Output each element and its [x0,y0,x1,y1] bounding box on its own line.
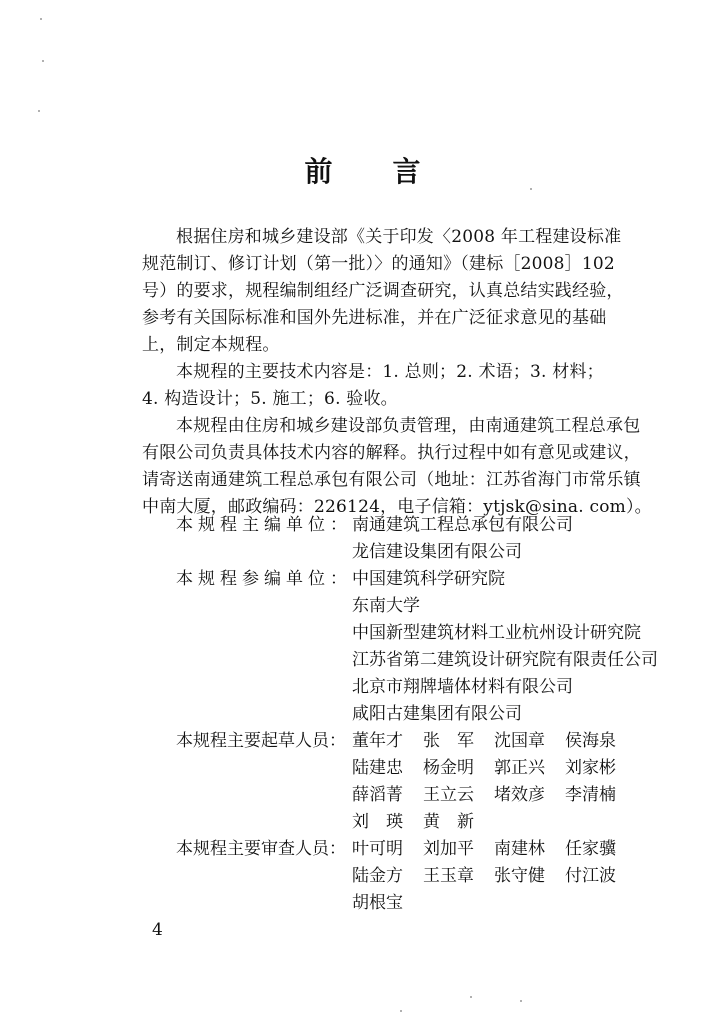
person-name: 堵效彦 [494,785,545,805]
title-char-2: 言 [392,155,423,188]
person-name: 任家骥 [565,839,616,859]
person-name: 陆金方 [352,866,403,886]
scan-speck [38,110,40,112]
person-name: 杨金明 [423,758,474,778]
scan-speck [400,1010,402,1012]
person-name: 董年才 [352,731,403,751]
participating-unit-item: 咸阳古建集团有限公司 [352,704,522,724]
participating-unit-item: 中国建筑科学研究院 [352,569,505,589]
chief-unit-item: 龙信建设集团有限公司 [352,542,522,562]
paragraph-line: 上，制定本规程。 [142,335,280,355]
person-name: 王立云 [423,785,474,805]
person-name: 黄 新 [423,812,474,832]
title-char-1: 前 [304,155,335,188]
reviewers-label: 本规程主要审查人员： [176,839,346,859]
paragraph-line: 根据住房和城乡建设部《关于印发〈2008 年工程建设标准 [176,227,622,247]
person-name: 沈国章 [494,731,545,751]
person-name: 陆建忠 [352,758,403,778]
drafters-names [352,755,636,782]
person-name: 张 军 [423,731,474,751]
preface-body [142,224,662,521]
scan-speck [42,60,44,62]
paragraph-line: 4. 构造设计；5. 施工；6. 验收。 [142,389,398,409]
participating-unit-item: 北京市翔牌墙体材料有限公司 [352,677,573,697]
reviewers-names [352,863,636,890]
paragraph-line: 本规程由住房和城乡建设部负责管理，由南通建筑工程总承包 [176,416,641,436]
reviewers-names [352,836,636,863]
person-name: 李清楠 [565,785,616,805]
paragraph-line: 参考有关国际标准和国外先进标准，并在广泛征求意见的基础 [142,308,607,328]
paragraph-line: 请寄送南通建筑工程总承包有限公司（地址：江苏省海门市常乐镇 [142,470,641,490]
drafters-names [352,728,636,755]
drafters-label: 本规程主要起草人员： [176,731,346,751]
person-name: 郭正兴 [494,758,545,778]
paragraph-line: 本规程的主要技术内容是：1. 总则；2. 术语；3. 材料； [176,362,604,382]
person-name: 叶可明 [352,839,403,859]
scan-speck [470,996,472,998]
participating-unit-item: 东南大学 [352,596,420,616]
paragraph-line: 号）的要求，规程编制组经广泛调查研究，认真总结实践经验， [142,281,624,301]
person-name: 胡根宝 [352,893,403,913]
participating-unit-item: 中国新型建筑材料工业杭州设计研究院 [352,623,641,643]
scan-speck [520,1000,522,1002]
drafters-names [352,809,494,836]
person-name: 付江波 [565,866,616,886]
paragraph-line: 规范制订、修订计划（第一批）〉的通知》（建标［2008］102 [142,254,615,274]
paragraph-line: 中南大厦，邮政编码：226124，电子信箱：ytjsk@sina. com）。 [142,497,652,517]
scan-speck [530,188,532,190]
paragraph-line: 有限公司负责具体技术内容的解释。执行过程中如有意见或建议， [142,443,641,463]
person-name: 南建林 [494,839,545,859]
person-name: 王玉章 [423,866,474,886]
chief-units-label: 本规程主编单位： [176,515,352,535]
person-name: 侯海泉 [565,731,616,751]
scan-speck [40,18,42,20]
participating-units-label: 本规程参编单位： [176,569,352,589]
reviewers-names [352,890,423,917]
person-name: 刘家彬 [565,758,616,778]
person-name: 刘加平 [423,839,474,859]
person-name: 薛滔菁 [352,785,403,805]
participating-unit-item: 江苏省第二建筑设计研究院有限责任公司 [352,650,658,670]
person-name: 刘 瑛 [352,812,403,832]
chief-unit-item: 南通建筑工程总承包有限公司 [352,515,573,535]
page-number: 4 [152,920,163,940]
drafters-names [352,782,636,809]
page-title [0,150,727,190]
person-name: 张守健 [494,866,545,886]
